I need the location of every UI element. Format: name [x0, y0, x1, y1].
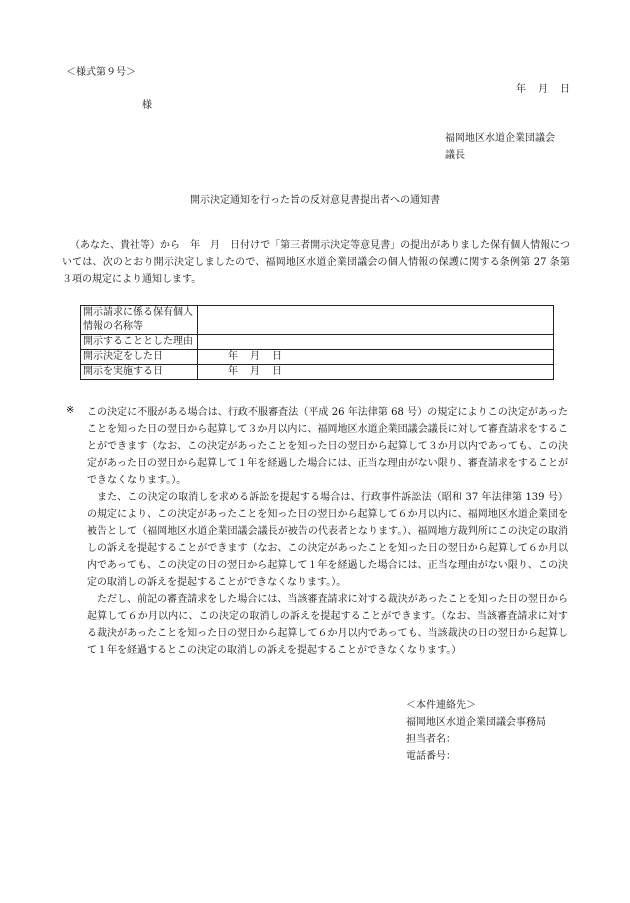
table-value [198, 335, 554, 350]
table-label: 開示決定をした日 [81, 350, 198, 365]
decision-table [80, 305, 554, 380]
note-paragraph-proviso: ただし、前記の審査請求をした場合には、当該審査請求に対する裁決があったことを知った日の翌日から起算して６か月以内に、この決定の取消しの訴えを提起することができます。（なお、当該審査請求に対する裁決があったことを知った日の翌日から起算して６か月以内であっても、当該裁決の日の翌日から起算して１年を経過するとこの決定の取消しの訴えを提起することができなくなります。） [87, 594, 568, 656]
table-value: 年 月 日 [198, 350, 554, 365]
table-value [198, 306, 554, 335]
contact-block [406, 697, 546, 765]
sender-organization: 福岡地区水道企業団議会 [445, 133, 555, 144]
table-row [81, 350, 554, 365]
contact-phone: 電話番号： [406, 751, 456, 762]
form-number: ＜様式第９号＞ [66, 67, 136, 78]
table-row [81, 365, 554, 380]
note-paragraph-lawsuit: また、この決定の取消しを求める訴訟を提起する場合は、行政事件訴訟法（昭和 37 年法律第 139 号）の規定により、この決定があったことを知った日の翌日から起算して６か月以内に、福岡地区水道企業団を被告として（福岡地区水道企業団議会議長が被告の代表者となります。）、福岡地方裁判所にこの決定の取消しの訴えを提起することができます（なお、この決定があったことを知った日の翌日から起算して６か月以内であっても、この決定の日の翌日から起算して１年を経過した場合には、正当な理由がない限り、この決定の取消しの訴えを提起することができなくなります。）。 [87, 492, 568, 588]
table-value: 年 月 日 [198, 365, 554, 380]
table-label: 開示を実施する日 [81, 365, 198, 380]
issue-date: 年 月 日 [516, 84, 571, 95]
recipient-honorific: 様 [142, 100, 152, 111]
notes-block [87, 404, 568, 659]
document-title: 開示決定通知を行った旨の反対意見書提出者への通知書 [190, 195, 440, 206]
sender-title: 議長 [445, 150, 465, 161]
contact-person: 担当者名： [406, 734, 456, 745]
intro-paragraph: （あなた、貴社等）から 年 月 日付けで「第三者開示決定等意見書」の提出がありました保有個人情報については、次のとおり開示決定しましたので、福岡地区水道企業団議会の個人情報の保護に関する条例第 27 条第３項の規定により通知します。 [62, 240, 570, 285]
note-paragraph-appeal: この決定に不服がある場合は、行政不服審査法（平成 26 年法律第 68 号）の規定によりこの決定があったことを知った日の翌日から起算して３か月以内に、福岡地区水道企業団議会議長に対して審査請求をすることができます（なお、この決定があったことを知った日の翌日から起算して３か月以内であっても、この決定があった日の翌日から起算して１年を経過した場合には、正当な理由がない限り、審査請求をすることができなくなります。）。 [87, 407, 568, 486]
contact-heading: ＜本件連絡先＞ [406, 700, 476, 711]
table-row [81, 335, 554, 350]
table-row [81, 306, 554, 335]
note-mark: ※ [66, 405, 75, 416]
sender-block [445, 130, 555, 164]
table-label: 開示することとした理由 [81, 335, 198, 350]
table-label: 開示請求に係る保有個人情報の名称等 [81, 306, 198, 335]
contact-office: 福岡地区水道企業団議会事務局 [406, 717, 546, 728]
